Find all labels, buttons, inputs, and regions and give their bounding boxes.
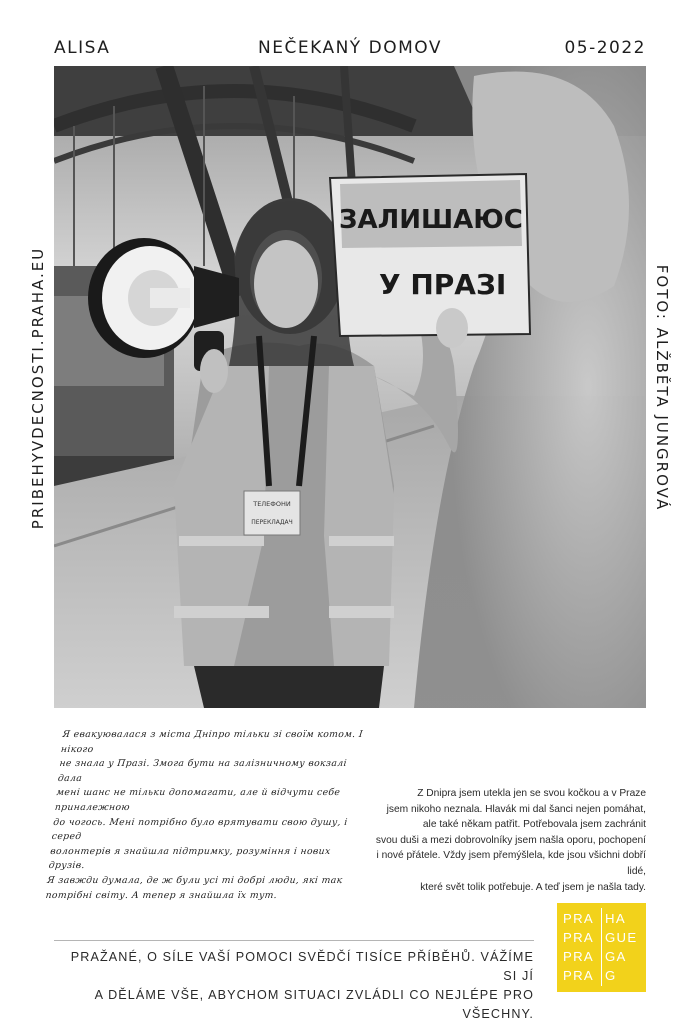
handwritten-line: потрібні світу. А тепер я знайшла їх тут.: [45, 889, 278, 901]
czech-line: které svět tolik potřebuje. A teď jsem je našla tady.: [420, 881, 646, 893]
logo-left-column: [563, 909, 594, 985]
czech-quote: [360, 786, 646, 895]
czech-line: Z Dnipra jsem utekla jen se svou kočkou a v Praze: [417, 788, 646, 799]
handwritten-line: мені шанс не тільки допомагати, але й відчути себе приналежною: [54, 787, 341, 813]
czech-line: i nové přátele. Vždy jsem přemýšlela, kde jsou všichni dobří lidé,: [376, 850, 646, 877]
photo-illustration: [54, 66, 646, 708]
logo-text: G: [605, 968, 617, 983]
logo-text: HA: [605, 911, 626, 926]
handwritten-line: Я завжди думала, де ж були усі ті добрі люди, які так: [46, 874, 344, 886]
sign-line-2: У ПРАЗІ: [379, 268, 507, 301]
main-photo: [54, 66, 646, 708]
header-title: NEČEKANÝ DOMOV: [258, 38, 442, 58]
logo-text: PRA: [563, 930, 595, 945]
logo-text: GUE: [605, 930, 638, 945]
logo-divider: [601, 908, 602, 986]
handwritten-line: до чогось. Мені потрібно було врятувати свою душу, і серед: [51, 816, 349, 843]
badge-text-1: ТЕЛЕФОНИ: [253, 500, 291, 508]
praha-logo: [557, 903, 646, 992]
sign-line-1: ЗАЛИШАЮС: [339, 205, 523, 235]
footer-message: [54, 948, 534, 1024]
logo-text: PRA: [563, 911, 595, 926]
handwritten-line: волонтерів я знайшла підтримку, розуміння і нових друзів.: [48, 845, 332, 872]
header-name: ALISA: [54, 38, 111, 58]
handwritten-line: не знала у Празі. Змога бути на залізничному вокзалі дала: [57, 758, 348, 784]
header-date: 05-2022: [564, 38, 646, 58]
footer-line-1: PRAŽANÉ, O SÍLE VAŠÍ POMOCI SVĚDČÍ TISÍCE PŘÍBĚHŮ. VÁŽÍME SI JÍ: [70, 950, 534, 983]
photo-credit: FOTO: ALŽBĚTA JUNGROVÁ: [653, 264, 671, 512]
czech-line: jsem nikoho neznala. Hlavák mi dal šanci nejen pomáhat,: [386, 803, 646, 815]
handwritten-line: Я евакуювалася з міста Дніпро тільки зі своїм котом. І нікого: [60, 729, 364, 755]
footer-line-2: A DĚLÁME VŠE, ABYCHOM SITUACI ZVLÁDLI CO NEJLÉPE PRO VŠECHNY.: [94, 988, 534, 1021]
badge-text-2: ПЕРЕКЛАДАЧ: [251, 519, 293, 526]
logo-right-column: [605, 909, 637, 985]
logo-text: GA: [605, 949, 627, 964]
logo-text: PRA: [563, 968, 595, 983]
website-url[interactable]: PRIBEHYVDECNOSTI.PRAHA.EU: [29, 246, 47, 530]
footer-divider: [54, 940, 534, 941]
czech-line: svou duši a mezi dobrovolníky jsem našla oporu, pochopení: [375, 834, 646, 846]
logo-text: PRA: [563, 949, 595, 964]
protest-sign: [330, 174, 530, 336]
czech-line: ale také někam patřit. Potřebovala jsem zachránit: [422, 819, 646, 831]
handwritten-ukrainian-text: [45, 728, 373, 903]
